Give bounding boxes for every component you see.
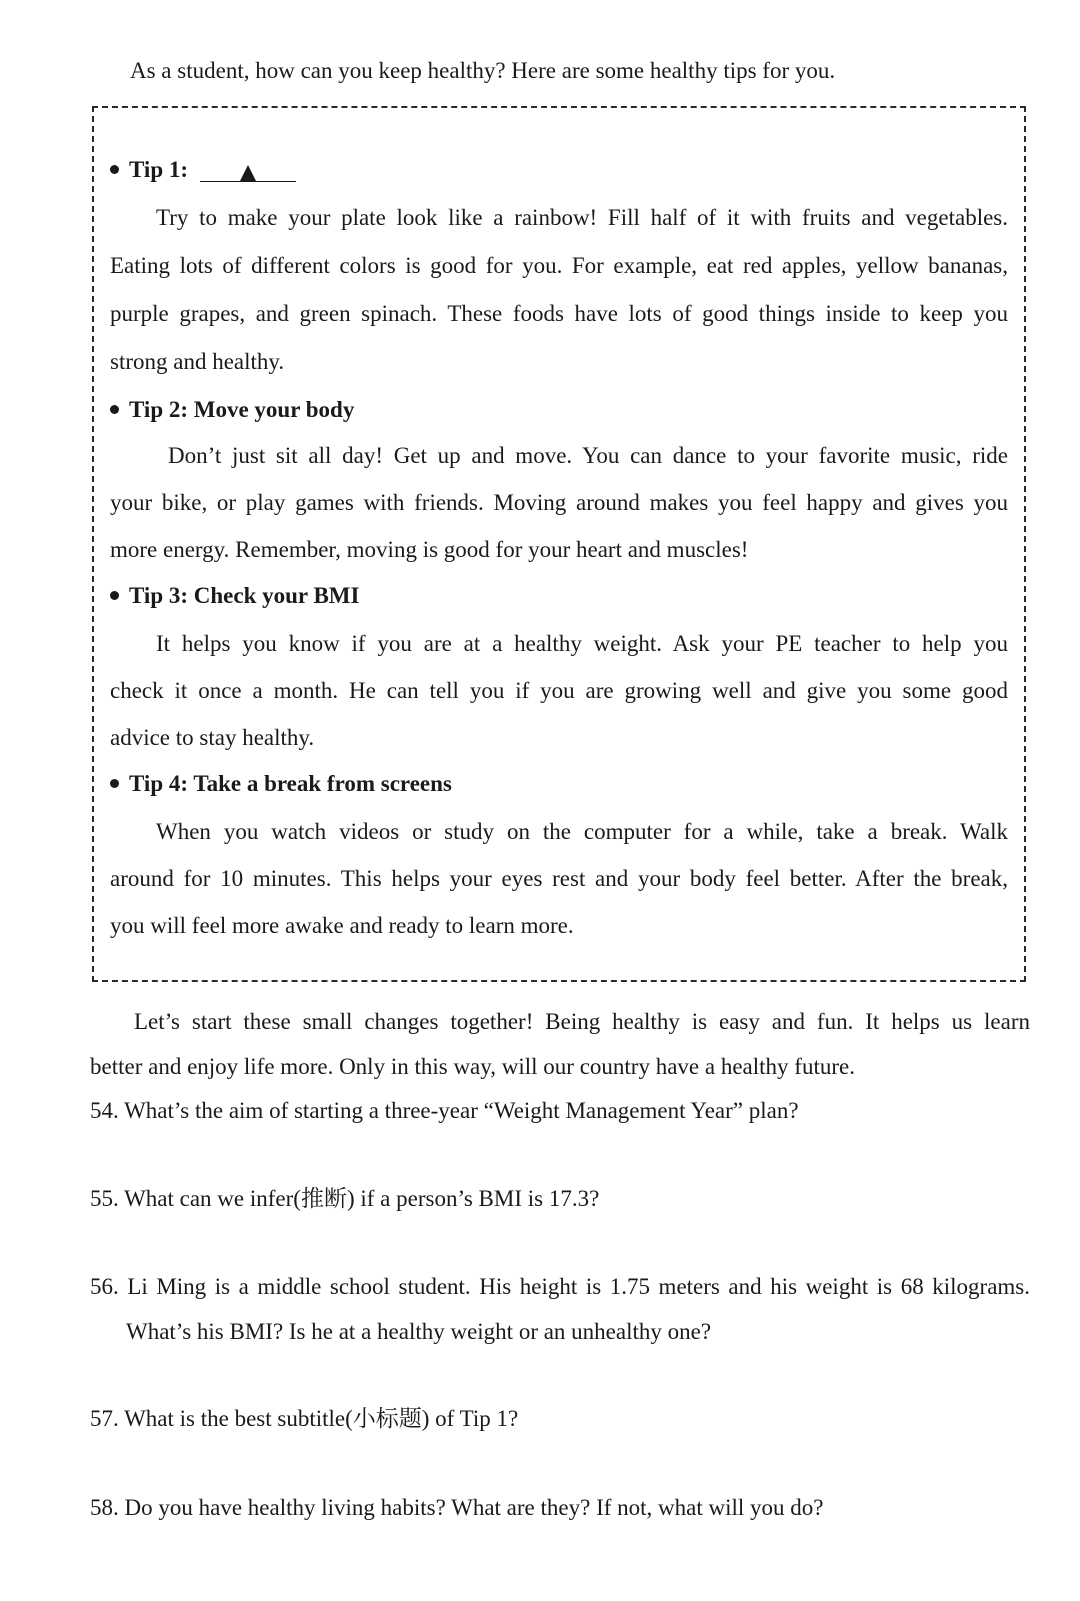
tip3-line-3: advice to stay healthy. (110, 725, 315, 750)
intro-text: As a student, how can you keep healthy? Here are some healthy tips for you. (130, 58, 836, 83)
question-57: 57. What is the best subtitle(小标题) of Tip 1? (90, 1406, 519, 1431)
bullet-icon (110, 591, 119, 600)
tip2-line-1: Don’t just sit all day! Get up and move. You can dance to your favorite music, ride (168, 443, 1008, 468)
bullet-icon (110, 405, 119, 414)
question-55: 55. What can we infer(推断) if a person’s BMI is 17.3? (90, 1186, 600, 1211)
tip4-title: Tip 4: Take a break from screens (129, 771, 452, 796)
tip1-line-4: strong and healthy. (110, 349, 285, 374)
tip4-heading (110, 769, 452, 799)
question-56-line-2: What’s his BMI? Is he at a healthy weight or an unhealthy one? (126, 1319, 712, 1344)
tip2-title: Tip 2: Move your body (129, 397, 355, 422)
tip2-line-2: your bike, or play games with friends. Moving around makes you feel happy and gives you (110, 490, 1008, 515)
answer-blank (200, 155, 296, 182)
tip1-line-1: Try to make your plate look like a rainbow! Fill half of it with fruits and vegetables. (156, 205, 1008, 230)
tip3-title: Tip 3: Check your BMI (129, 583, 360, 608)
tip1-line-3: purple grapes, and green spinach. These foods have lots of good things inside to keep you (110, 301, 1008, 326)
triangle-icon (240, 165, 256, 181)
tip3-line-1: It helps you know if you are at a healthy weight. Ask your PE teacher to help you (156, 631, 1008, 656)
tip3-line-2: check it once a month. He can tell you if you are growing well and give you some good (110, 678, 1008, 703)
question-58: 58. Do you have healthy living habits? What are they? If not, what will you do? (90, 1495, 824, 1520)
bullet-icon (110, 165, 119, 174)
tip4-line-1: When you watch videos or study on the computer for a while, take a break. Walk (156, 819, 1008, 844)
tip4-line-2: around for 10 minutes. This helps your eyes rest and your body feel better. After the break, (110, 866, 1008, 891)
question-56-line-1: 56. Li Ming is a middle school student. His height is 1.75 meters and his weight is 68 kilograms. (90, 1274, 1030, 1299)
closing-line-2: better and enjoy life more. Only in this way, will our country have a healthy future. (90, 1054, 855, 1079)
tip2-heading (110, 395, 354, 425)
tip1-line-2: Eating lots of different colors is good for you. For example, eat red apples, yellow bananas, (110, 253, 1008, 278)
closing-line-1: Let’s start these small changes together! Being healthy is easy and fun. It helps us learn (134, 1009, 1030, 1034)
tip4-line-3: you will feel more awake and ready to learn more. (110, 913, 574, 938)
tip3-heading (110, 581, 359, 611)
tip1-label: Tip 1: (129, 157, 189, 182)
tip1-heading (110, 155, 296, 185)
bullet-icon (110, 779, 119, 788)
tip2-line-3: more energy. Remember, moving is good for your heart and muscles! (110, 537, 749, 562)
question-54: 54. What’s the aim of starting a three-year “Weight Management Year” plan? (90, 1098, 799, 1123)
